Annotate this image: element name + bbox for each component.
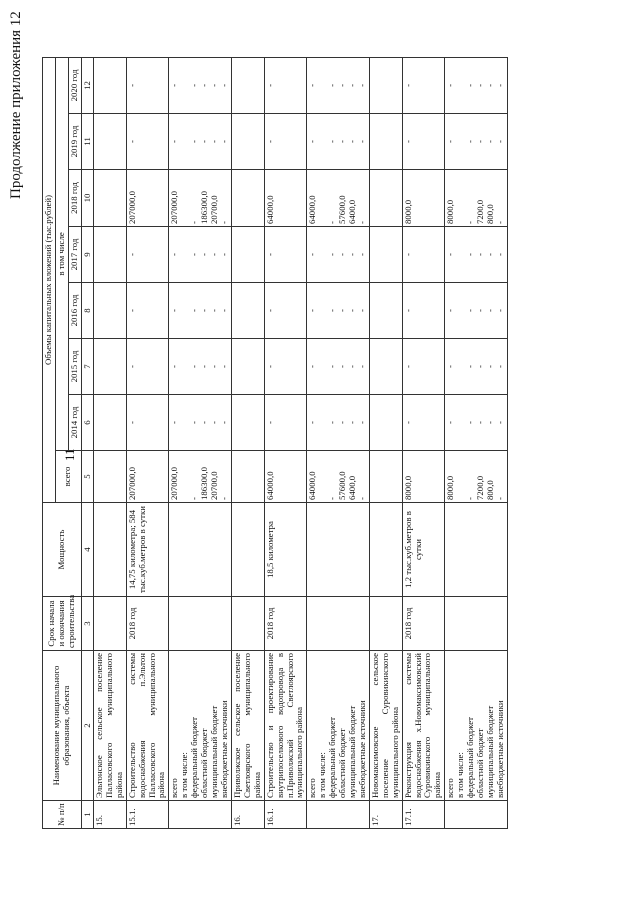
breakdown-year <box>169 170 232 227</box>
dash-cell: - <box>357 309 368 312</box>
column-numbers-row <box>81 57 94 828</box>
empty-cell <box>232 597 265 651</box>
dash-cell: - <box>465 253 476 256</box>
breakdown-labels <box>307 651 370 801</box>
dash-cell: - <box>189 83 200 87</box>
dash-cell: - <box>402 339 444 395</box>
column-number: 8 <box>81 283 94 339</box>
header-year: 2020 год <box>68 57 81 113</box>
column-number: 4 <box>81 503 94 597</box>
breakdown-label: внебюджетные источники <box>357 700 368 798</box>
section-number: 15. <box>94 801 127 829</box>
dash-cell: - <box>465 309 476 312</box>
project-number: 16.1. <box>264 801 306 829</box>
dash-cell: - <box>126 395 168 451</box>
dash-cell: - <box>465 140 476 143</box>
dash-cell: - <box>209 253 220 256</box>
breakdown-year <box>169 227 232 283</box>
municipality-row <box>232 57 265 828</box>
breakdown-year-value <box>456 172 466 224</box>
breakdown-total-value: 8000,0 <box>445 475 456 500</box>
dash-cell: - <box>264 339 306 395</box>
project-year-value: 8000,0 <box>402 170 444 227</box>
header-year: 2018 год <box>68 170 81 227</box>
dash-cell: - <box>209 421 220 424</box>
dash-cell: - <box>219 421 230 424</box>
dash-cell: - <box>475 83 486 87</box>
breakdown-year <box>169 339 232 395</box>
project-total: 8000,0 <box>402 451 444 503</box>
dash-cell: - <box>209 365 220 368</box>
column-number: 7 <box>81 339 94 395</box>
breakdown-year-value: 800,0 <box>485 204 496 224</box>
breakdown-year-value: 20700,0 <box>209 195 220 224</box>
dash-cell: - <box>307 83 318 87</box>
dash-cell: - <box>219 140 230 143</box>
project-total: 64000,0 <box>264 451 306 503</box>
breakdown-labels <box>445 651 508 801</box>
page-number: 11 <box>62 448 77 461</box>
breakdown-year-value: 6400,0 <box>347 199 358 224</box>
dash-cell: - <box>475 309 486 312</box>
empty-cell <box>370 227 403 283</box>
capital-investment-table <box>42 57 508 829</box>
municipality-name: Приволжское сельское поселение Светлоярского муниципального района <box>232 651 265 801</box>
breakdown-year <box>307 339 370 395</box>
dash-cell: - <box>169 140 180 143</box>
dash-cell: - <box>209 140 220 143</box>
empty-cell <box>370 170 403 227</box>
column-number: 3 <box>81 597 94 651</box>
dash-cell: - <box>327 309 338 312</box>
breakdown-total-value: - <box>465 497 476 500</box>
dash-cell: - <box>402 283 444 339</box>
dash-cell: - <box>126 227 168 283</box>
breakdown-total-value: - <box>357 497 368 500</box>
breakdown-label: всего <box>169 778 180 798</box>
breakdown-year-value: 207000,0 <box>169 191 180 224</box>
breakdown-label: федеральный бюджет <box>189 717 200 798</box>
breakdown-total-value: 6400,0 <box>347 475 358 500</box>
dash-cell: - <box>189 140 200 143</box>
breakdown-year-value: - <box>219 221 230 224</box>
dash-cell: - <box>485 83 496 87</box>
project-power: 1,2 тыс.куб.метров в сутки <box>402 503 444 597</box>
dash-cell: - <box>445 309 456 312</box>
breakdown-year <box>169 395 232 451</box>
breakdown-year <box>307 227 370 283</box>
project-power: 14,75 километра; 584 тыс.куб.метров в сутки <box>126 503 168 597</box>
dash-cell: - <box>264 227 306 283</box>
dash-cell: - <box>495 140 506 143</box>
empty-cell <box>94 339 127 395</box>
breakdown-label: в том числе: <box>179 752 190 798</box>
empty-cell <box>445 503 508 597</box>
empty-cell <box>370 395 403 451</box>
header-year: 2019 год <box>68 114 81 170</box>
breakdown-total <box>307 451 370 503</box>
empty-cell <box>232 57 265 113</box>
header-year: 2016 год <box>68 283 81 339</box>
dash-cell: - <box>169 421 180 424</box>
empty-cell <box>94 114 127 170</box>
breakdown-label: муниципальный бюджет <box>347 705 358 798</box>
column-number: 5 <box>81 451 94 503</box>
breakdown-total-value: - <box>495 497 506 500</box>
municipality-row <box>94 57 127 828</box>
header-including: в том числе <box>55 57 68 450</box>
empty-cell <box>94 283 127 339</box>
header-no: № п/п <box>43 801 82 829</box>
project-term: 2018 год <box>126 597 168 651</box>
table-header <box>43 57 94 828</box>
empty-cell <box>370 503 403 597</box>
dash-cell: - <box>485 365 496 368</box>
dash-cell: - <box>475 253 486 256</box>
breakdown-label: областной бюджет <box>199 728 210 798</box>
dash-cell: - <box>126 114 168 170</box>
dash-cell: - <box>475 140 486 143</box>
empty-cell <box>94 503 127 597</box>
empty-cell <box>370 451 403 503</box>
project-name: Реконструкция системы водоснабжения х.Новомаксимовский Суровикинского муниципального района <box>402 651 444 801</box>
empty-cell <box>307 503 370 597</box>
header-year: 2014 год <box>68 395 81 451</box>
empty-cell <box>370 114 403 170</box>
dash-cell: - <box>327 253 338 256</box>
dash-cell: - <box>465 421 476 424</box>
breakdown-label: областной бюджет <box>337 728 348 798</box>
breakdown-label: в том числе: <box>317 752 328 798</box>
header-year: 2017 год <box>68 227 81 283</box>
dash-cell: - <box>337 365 348 368</box>
dash-cell: - <box>307 309 318 312</box>
breakdown-year <box>307 170 370 227</box>
empty-cell <box>370 339 403 395</box>
breakdown-label: всего <box>307 778 318 798</box>
dash-cell: - <box>347 83 358 87</box>
table-body <box>94 57 508 828</box>
breakdown-total <box>169 451 232 503</box>
dash-cell: - <box>264 114 306 170</box>
dash-cell: - <box>475 365 486 368</box>
breakdown-total-value: - <box>189 497 200 500</box>
dash-cell: - <box>219 309 230 312</box>
empty-cell <box>232 503 265 597</box>
empty-cell <box>169 503 232 597</box>
breakdown-year-value: - <box>465 221 476 224</box>
dash-cell: - <box>264 283 306 339</box>
breakdown-total-value: - <box>327 497 338 500</box>
dash-cell: - <box>357 365 368 368</box>
dash-cell: - <box>337 253 348 256</box>
dash-cell: - <box>337 83 348 87</box>
dash-cell: - <box>219 253 230 256</box>
breakdown-label: в том числе: <box>455 752 466 798</box>
empty-cell <box>232 170 265 227</box>
dash-cell: - <box>199 83 210 87</box>
dash-cell: - <box>357 83 368 87</box>
breakdown-total-value: 186300,0 <box>199 467 210 500</box>
breakdown-year <box>445 227 508 283</box>
dash-cell: - <box>189 309 200 312</box>
project-number: 17.1. <box>402 801 444 829</box>
dash-cell: - <box>485 421 496 424</box>
appendix-title: Продолжение приложения 12 <box>8 11 24 199</box>
breakdown-total-value: 57600,0 <box>337 471 348 500</box>
dash-cell: - <box>465 83 476 87</box>
project-number: 15.1. <box>126 801 168 829</box>
dash-cell: - <box>337 421 348 424</box>
dash-cell: - <box>485 309 496 312</box>
breakdown-label: внебюджетные источники <box>219 700 230 798</box>
breakdown-year-value: 57600,0 <box>337 195 348 224</box>
dash-cell: - <box>189 421 200 424</box>
dash-cell: - <box>219 83 230 87</box>
empty-cell <box>445 597 508 651</box>
breakdown-row <box>307 57 370 828</box>
dash-cell: - <box>347 365 358 368</box>
column-number: 1 <box>81 801 94 829</box>
dash-cell: - <box>307 140 318 143</box>
municipality-name: Эльтонское сельское поселение Палласовского муниципального района <box>94 651 127 801</box>
dash-cell: - <box>199 140 210 143</box>
empty-cell <box>370 57 403 113</box>
breakdown-label: муниципальный бюджет <box>209 705 220 798</box>
dash-cell: - <box>126 57 168 113</box>
dash-cell: - <box>495 253 506 256</box>
dash-cell: - <box>495 365 506 368</box>
dash-cell: - <box>327 83 338 87</box>
project-power: 18,5 километра <box>264 503 306 597</box>
breakdown-total <box>445 451 508 503</box>
breakdown-year-value: 7200,0 <box>475 199 486 224</box>
breakdown-year <box>307 395 370 451</box>
header-name: Наименование муниципального образования, объекта <box>43 651 82 801</box>
dash-cell: - <box>485 253 496 256</box>
breakdown-year-value: - <box>357 221 368 224</box>
breakdown-label: федеральный бюджет <box>327 717 338 798</box>
dash-cell: - <box>445 140 456 143</box>
project-term: 2018 год <box>264 597 306 651</box>
empty-cell <box>94 57 127 113</box>
breakdown-year <box>169 57 232 113</box>
breakdown-year-value: 64000,0 <box>307 195 318 224</box>
header-power: Мощность <box>43 503 82 597</box>
project-term: 2018 год <box>402 597 444 651</box>
breakdown-total-value: 20700,0 <box>209 471 220 500</box>
dash-cell: - <box>475 421 486 424</box>
dash-cell: - <box>199 365 210 368</box>
dash-cell: - <box>495 83 506 87</box>
header-total: всего <box>55 451 81 503</box>
dash-cell: - <box>347 421 358 424</box>
breakdown-total-value <box>180 453 190 500</box>
empty-cell <box>232 395 265 451</box>
breakdown-year-value: - <box>327 221 338 224</box>
dash-cell: - <box>357 140 368 143</box>
dash-cell: - <box>219 365 230 368</box>
dash-cell: - <box>307 253 318 256</box>
header-year: 2015 год <box>68 339 81 395</box>
breakdown-year <box>445 170 508 227</box>
dash-cell: - <box>337 140 348 143</box>
breakdown-label: внебюджетные источники <box>495 700 506 798</box>
breakdown-year-value <box>318 172 328 224</box>
dash-cell: - <box>402 57 444 113</box>
breakdown-row <box>169 57 232 828</box>
breakdown-total-value <box>318 453 328 500</box>
project-year-value: 207000,0 <box>126 170 168 227</box>
breakdown-year-value: 186300,0 <box>199 191 210 224</box>
breakdown-year <box>169 283 232 339</box>
dash-cell: - <box>199 253 210 256</box>
project-row <box>126 57 168 828</box>
breakdown-label: областной бюджет <box>475 728 486 798</box>
project-total: 207000,0 <box>126 451 168 503</box>
empty-cell <box>94 451 127 503</box>
column-number: 6 <box>81 395 94 451</box>
dash-cell: - <box>445 421 456 424</box>
dash-cell: - <box>169 365 180 368</box>
empty-cell <box>94 170 127 227</box>
dash-cell: - <box>347 140 358 143</box>
empty-cell <box>307 597 370 651</box>
breakdown-total-value: 800,0 <box>485 480 496 500</box>
breakdown-year <box>445 283 508 339</box>
breakdown-year-value: 8000,0 <box>445 199 456 224</box>
header-investments: Объемы капитальных вложений (тыс.рублей) <box>43 57 56 502</box>
dash-cell: - <box>126 339 168 395</box>
dash-cell: - <box>169 309 180 312</box>
empty-cell <box>169 597 232 651</box>
breakdown-year <box>307 57 370 113</box>
empty-cell <box>232 227 265 283</box>
section-number: 16. <box>232 801 265 829</box>
dash-cell: - <box>199 421 210 424</box>
dash-cell: - <box>126 283 168 339</box>
breakdown-year <box>307 114 370 170</box>
breakdown-year <box>445 114 508 170</box>
dash-cell: - <box>445 253 456 256</box>
project-year-value: 64000,0 <box>264 170 306 227</box>
breakdown-year <box>445 57 508 113</box>
section-number: 17. <box>370 801 403 829</box>
column-number: 9 <box>81 227 94 283</box>
breakdown-label: федеральный бюджет <box>465 717 476 798</box>
dash-cell: - <box>189 365 200 368</box>
dash-cell: - <box>347 253 358 256</box>
dash-cell: - <box>402 114 444 170</box>
dash-cell: - <box>495 421 506 424</box>
empty-cell <box>94 597 127 651</box>
dash-cell: - <box>347 309 358 312</box>
empty-cell <box>232 283 265 339</box>
empty-cell <box>232 114 265 170</box>
dash-cell: - <box>264 57 306 113</box>
project-name: Строительство и проектирование внутрипоселкового водопровода в п.Приволжский Светлоярского муниципального района <box>264 651 306 801</box>
column-number: 11 <box>81 114 94 170</box>
dash-cell: - <box>327 421 338 424</box>
dash-cell: - <box>357 253 368 256</box>
dash-cell: - <box>307 421 318 424</box>
dash-cell: - <box>337 309 348 312</box>
empty-cell <box>307 801 370 829</box>
dash-cell: - <box>445 83 456 87</box>
breakdown-year <box>445 395 508 451</box>
dash-cell: - <box>445 365 456 368</box>
breakdown-total-value <box>456 453 466 500</box>
breakdown-label: всего <box>445 778 456 798</box>
column-number: 12 <box>81 57 94 113</box>
breakdown-year-value: - <box>189 221 200 224</box>
dash-cell: - <box>307 365 318 368</box>
dash-cell: - <box>209 309 220 312</box>
project-row <box>264 57 306 828</box>
dash-cell: - <box>169 83 180 87</box>
column-number: 10 <box>81 170 94 227</box>
breakdown-total-value: - <box>219 497 230 500</box>
empty-cell <box>232 451 265 503</box>
breakdown-labels <box>169 651 232 801</box>
breakdown-year-value: - <box>495 221 506 224</box>
breakdown-row <box>445 57 508 828</box>
dash-cell: - <box>209 83 220 87</box>
dash-cell: - <box>402 395 444 451</box>
breakdown-label: муниципальный бюджет <box>485 705 496 798</box>
breakdown-year <box>307 283 370 339</box>
project-name: Строительство системы водоснабжения п.Эльтон Палласовского муниципального района <box>126 651 168 801</box>
empty-cell <box>445 801 508 829</box>
dash-cell: - <box>465 365 476 368</box>
breakdown-year <box>169 114 232 170</box>
dash-cell: - <box>327 140 338 143</box>
breakdown-total-value: 207000,0 <box>169 467 180 500</box>
empty-cell <box>232 339 265 395</box>
empty-cell <box>169 801 232 829</box>
dash-cell: - <box>189 253 200 256</box>
breakdown-year <box>445 339 508 395</box>
dash-cell: - <box>169 253 180 256</box>
breakdown-year-value <box>180 172 190 224</box>
dash-cell: - <box>327 365 338 368</box>
breakdown-total-value: 7200,0 <box>475 475 486 500</box>
breakdown-total-value: 64000,0 <box>307 471 318 500</box>
empty-cell <box>370 283 403 339</box>
municipality-name: Новомаксимовское сельское поселение Суровикинского муниципального района <box>370 651 403 801</box>
dash-cell: - <box>264 395 306 451</box>
column-number: 2 <box>81 651 94 801</box>
project-row <box>402 57 444 828</box>
dash-cell: - <box>199 309 210 312</box>
empty-cell <box>94 227 127 283</box>
dash-cell: - <box>357 421 368 424</box>
empty-cell <box>370 597 403 651</box>
dash-cell: - <box>495 309 506 312</box>
dash-cell: - <box>402 227 444 283</box>
empty-cell <box>94 395 127 451</box>
dash-cell: - <box>485 140 496 143</box>
header-term: Срок начала и окончания строительства <box>43 597 82 651</box>
municipality-row <box>370 57 403 828</box>
